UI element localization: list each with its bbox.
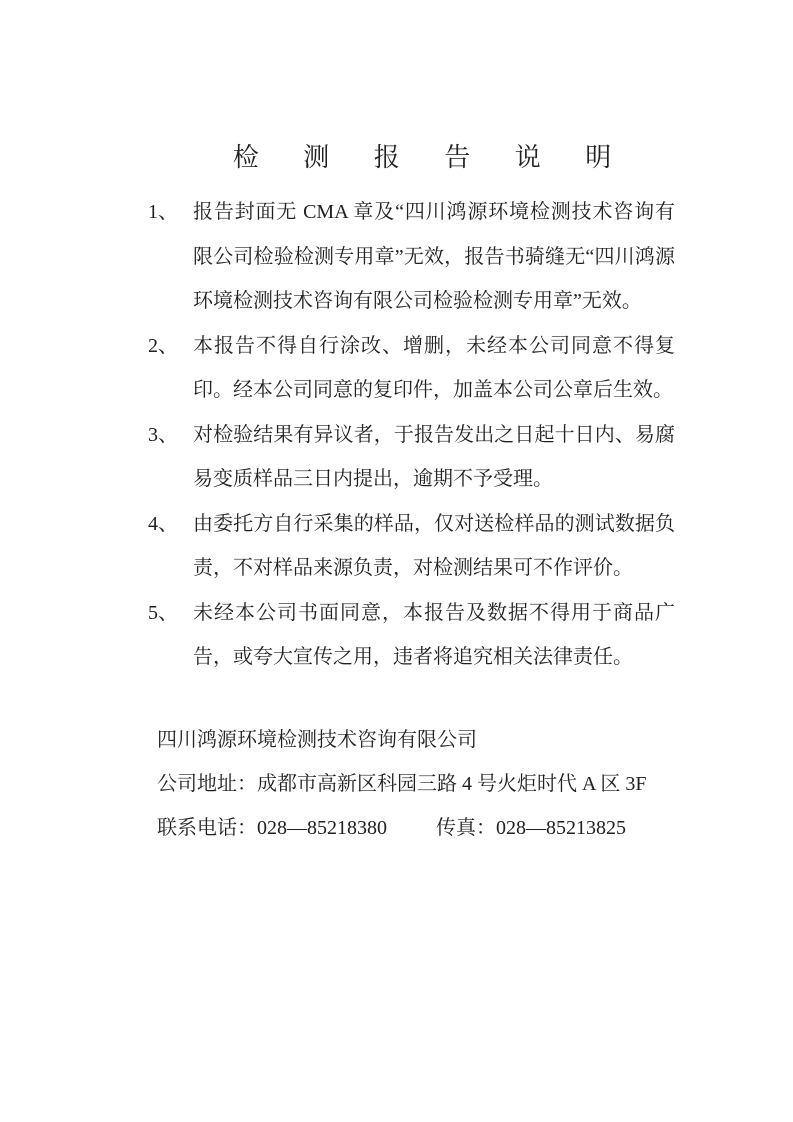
contact-line — [157, 806, 675, 850]
item-text: 本报告不得自行涂改、增删，未经本公司同意不得复印。经本公司同意的复印件，加盖本公司公章后生效。 — [193, 334, 675, 401]
list-item — [148, 502, 675, 591]
item-number: 3、 — [148, 423, 178, 446]
list-item — [148, 324, 675, 413]
notes-list — [148, 190, 675, 680]
list-item — [148, 413, 675, 502]
item-text: 由委托方自行采集的样品，仅对送检样品的测试数据负责，不对样品来源负责，对检测结果可不作评价。 — [193, 512, 675, 579]
item-number: 4、 — [148, 512, 178, 535]
list-item — [148, 190, 675, 324]
item-text: 未经本公司书面同意，本报告及数据不得用于商品广告，或夸大宣传之用，违者将追究相关法律责任。 — [193, 601, 675, 668]
company-address: 公司地址：成都市高新区科园三路 4 号火炬时代 A 区 3F — [157, 772, 647, 795]
company-phone: 联系电话：028—85218380 — [157, 816, 387, 839]
item-text: 报告封面无 CMA 章及“四川鸿源环境检测技术咨询有限公司检验检测专用章”无效，报告书骑缝无“四川鸿源环境检测技术咨询有限公司检验检测专用章”无效。 — [193, 201, 675, 312]
item-number: 5、 — [148, 601, 178, 624]
item-text: 对检验结果有异议者，于报告发出之日起十日内、易腐易变质样品三日内提出，逾期不予受理。 — [193, 423, 675, 490]
list-item — [148, 591, 675, 680]
page-title: 检 测 报 告 说 明 — [232, 143, 631, 172]
company-name: 四川鸿源环境检测技术咨询有限公司 — [157, 728, 477, 751]
item-number: 2、 — [148, 334, 178, 357]
company-fax: 传真：028—85213825 — [436, 816, 626, 839]
item-number: 1、 — [148, 201, 178, 223]
company-info-block — [157, 718, 675, 850]
